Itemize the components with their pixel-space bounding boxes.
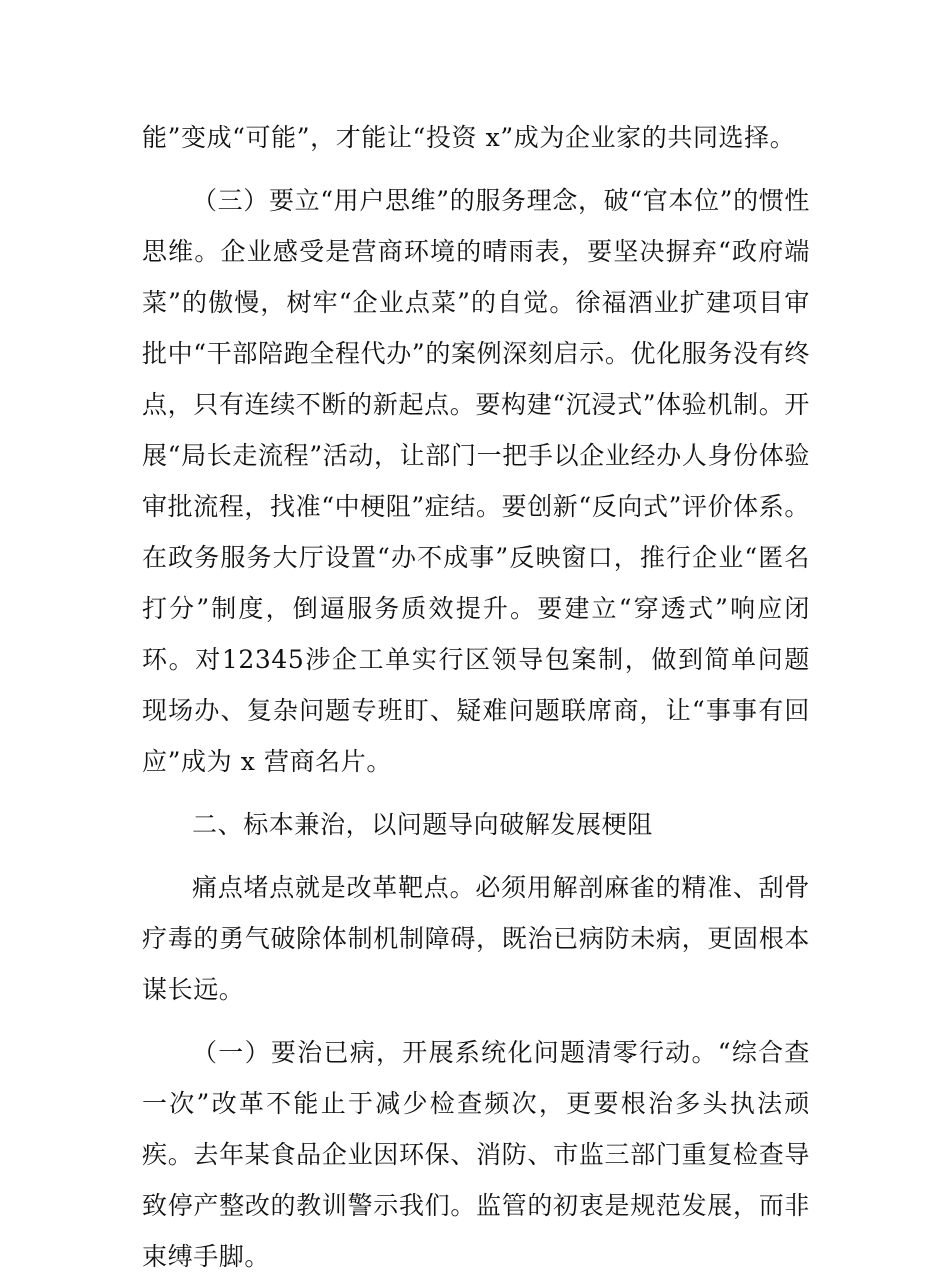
document-body [142,112,810,1282]
paragraph-continuation: 能”变成“可能”，才能让“投资 x”成为企业家的共同选择。 [142,123,796,152]
paragraph-service-concept: （三）要立“用户思维”的服务理念，破“官本位”的惯性思维。企业感受是营商环境的晴雨表，要坚决摒弃“政府端菜”的傲慢，树牢“企业点菜”的自觉。徐福酒业扩建项目审批中“干部陪跑全程代办”的案例深刻启示。优化服务没有终点，只有连续不断的新起点。要构建“沉浸式”体验机制。开展“局长走流程”活动，让部门一把手以企业经办人身份体验审批流程，找准“中梗阻”症结。要创新“反向式”评价体系。在政务服务大厅设置“办不成事”反映窗口，推行企业“匿名打分”制度，倒逼服务质效提升。要建立“穿透式”响应闭环。对12345涉企工单实行区领导包案制，做到简单问题现场办、复杂问题专班盯、疑难问题联席商，让“事事有回应”成为 x 营商名片。 [142,186,810,776]
section-heading-two: 二、标本兼治，以问题导向破解发展梗阻 [192,810,653,839]
paragraph-treat-existing-problems: （一）要治已病，开展系统化问题清零行动。“综合查一次”改革不能止于减少检查频次，更要根治多头执法顽疾。去年某食品企业因环保、消防、市监三部门重复检查导致停产整改的教训警示我们。监管的初衷是规范发展，而非束缚手脚。 [142,1038,810,1271]
paragraph-pain-points: 痛点堵点就是改革靶点。必须用解剖麻雀的精准、刮骨疗毒的勇气破除体制机制障碍，既治已病防未病，更固根本谋长远。 [142,873,810,1004]
